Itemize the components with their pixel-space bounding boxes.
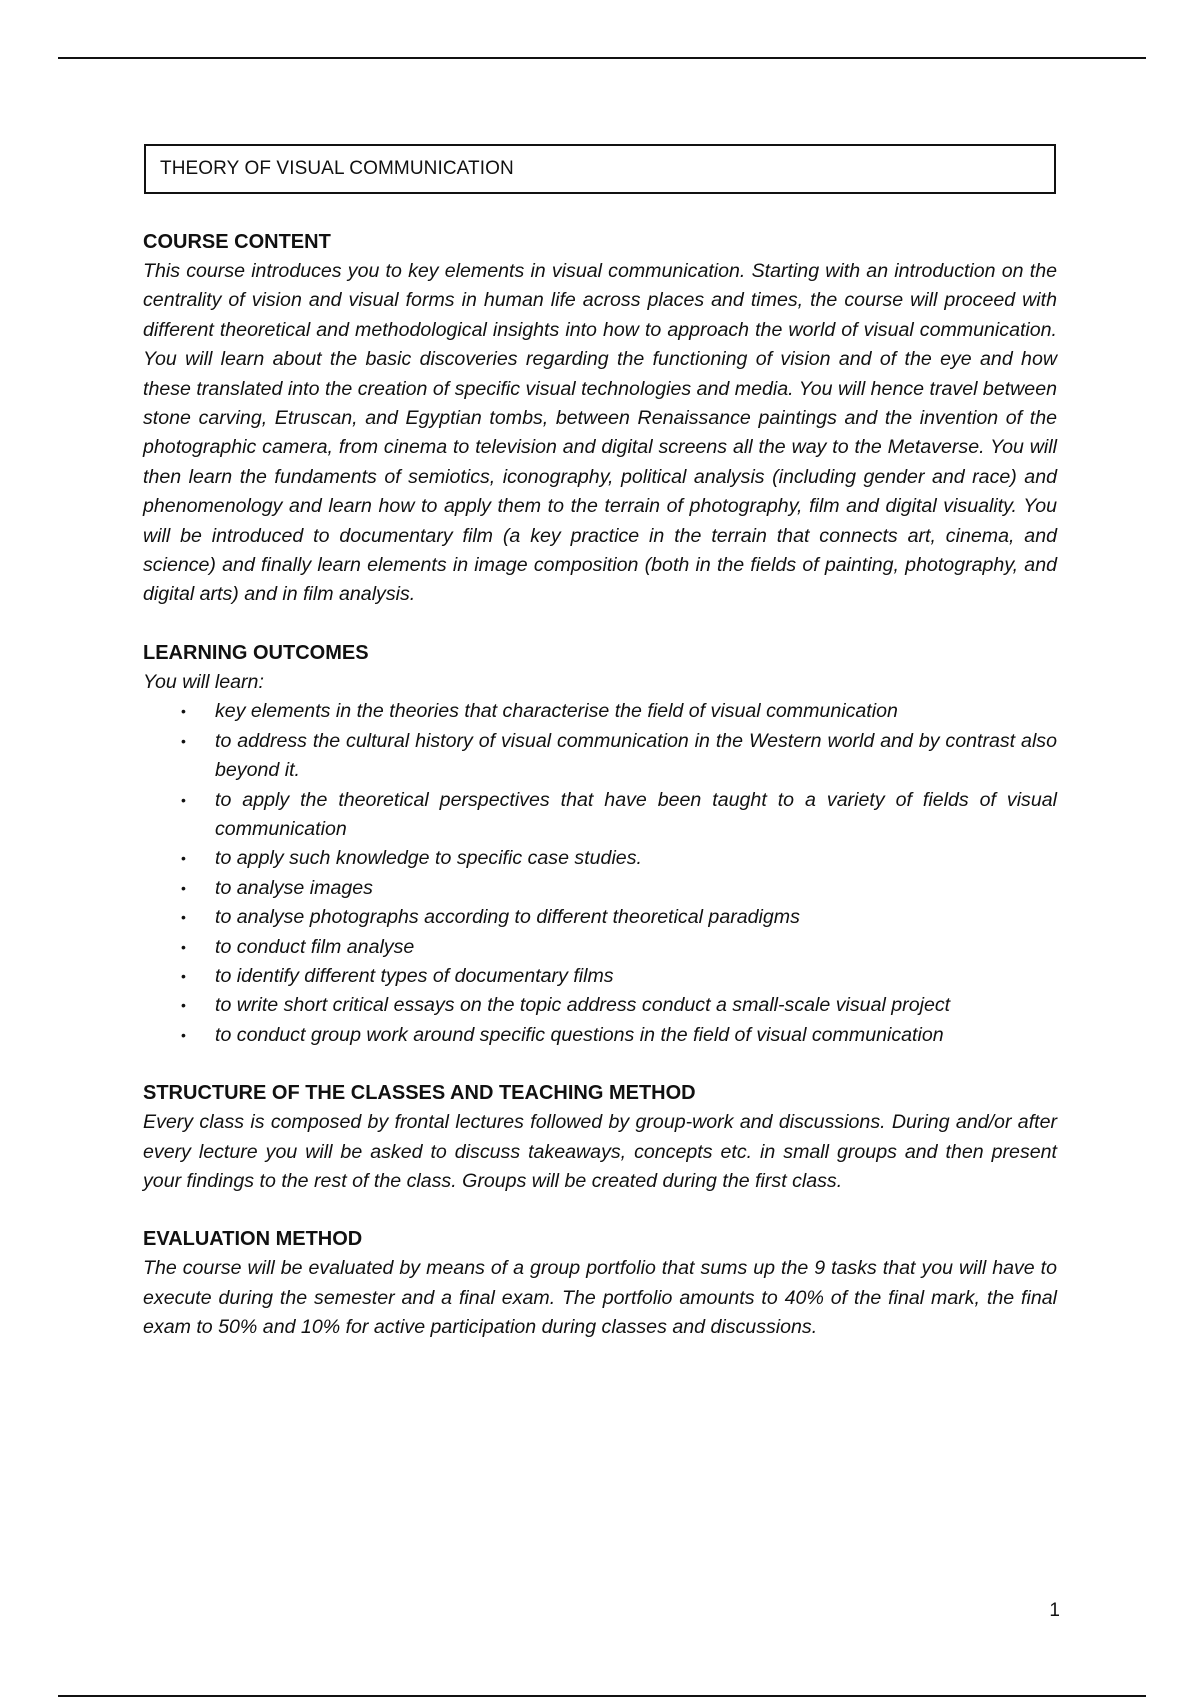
list-item-text: to apply such knowledge to specific case studies. (215, 847, 642, 870)
course-title: THEORY OF VISUAL COMMUNICATION (160, 158, 514, 179)
list-item-text: to analyse images (215, 876, 373, 899)
bottom-rule (58, 1695, 1146, 1697)
list-item (181, 962, 1057, 991)
list-item-text: to apply the theoretical perspectives that have been taught to a variety of fields of visual communication (215, 788, 1057, 840)
bullet-icon: • (181, 791, 186, 808)
list-item (181, 1021, 1057, 1050)
list-item-text: to conduct group work around specific questions in the field of visual communication (215, 1023, 944, 1046)
learning-outcomes-list (143, 697, 1057, 1050)
bullet-icon: • (181, 732, 186, 749)
document-body (143, 228, 1057, 1343)
section-spacer (143, 610, 1057, 639)
page-number: 1 (1049, 1600, 1060, 1621)
list-item-text: to analyse photographs according to different theoretical paradigms (215, 906, 800, 929)
list-item (181, 844, 1057, 873)
structure-section (143, 1079, 1057, 1196)
bullet-icon: • (181, 967, 186, 984)
bullet-icon: • (181, 909, 186, 926)
list-item-text: to address the cultural history of visual communication in the Western world and by contrast also beyond it. (215, 729, 1057, 782)
bullet-icon: • (181, 850, 186, 867)
evaluation-heading: EVALUATION METHOD (143, 1228, 363, 1251)
list-item-text: to identify different types of documentary films (215, 964, 614, 987)
course-content-text: This course introduces you to key elements in visual communication. Starting with an introduction on the centrality of vision and visual forms in human life across places and times, the course will proceed with different theoretical and methodological insights into how to approach the world of visual communication. You will learn about the basic discoveries regarding the functioning of vision and of the eye and how these translated into the creation of specific visual technologies and media. You will hence travel between stone carving, Etruscan, and Egyptian tombs, between Renaissance paintings and the invention of the photographic camera, from cinema to television and digital screens all the way to the Metaverse. You will then learn the fundaments of semiotics, iconography, political analysis (including gender and race) and phenomenology and learn how to apply them to the terrain of photography, film and digital visuality. You will be introduced to documentary film (a key practice in the terrain that connects art, cinema, and science) and finally learn elements in image composition (both in the fields of painting, photography, and digital arts) and in film analysis. (143, 260, 1057, 606)
bullet-icon: • (181, 938, 186, 955)
list-item-text: key elements in the theories that characterise the field of visual communication (215, 700, 898, 723)
list-item-text: to write short critical essays on the topic address conduct a small-scale visual project (215, 994, 951, 1017)
learning-outcomes-intro: You will learn: (143, 670, 264, 693)
list-item (181, 697, 1057, 726)
course-content-section (143, 228, 1057, 610)
list-item (181, 991, 1057, 1020)
course-title-box (144, 144, 1056, 194)
bullet-icon: • (181, 879, 186, 896)
list-item (181, 903, 1057, 932)
bullet-icon: • (181, 997, 186, 1014)
section-spacer (143, 1196, 1057, 1225)
structure-text: Every class is composed by frontal lectures followed by group-work and discussions. During and/or after every lecture you will be asked to discuss takeaways, concepts etc. in small groups and then present your findings to the rest of the class. Groups will be created during the first class. (143, 1111, 1057, 1192)
structure-heading: STRUCTURE OF THE CLASSES AND TEACHING METHOD (143, 1082, 696, 1105)
learning-outcomes-heading: LEARNING OUTCOMES (143, 641, 369, 664)
section-spacer (143, 1050, 1057, 1079)
learning-outcomes-section (143, 639, 1057, 1050)
bullet-icon: • (181, 1026, 186, 1043)
bullet-icon: • (181, 703, 186, 720)
course-content-heading: COURSE CONTENT (143, 231, 331, 253)
list-item (181, 874, 1057, 903)
list-item (181, 786, 1057, 845)
list-item-text: to conduct film analyse (215, 935, 415, 958)
list-item (181, 727, 1057, 786)
evaluation-section (143, 1225, 1057, 1342)
list-item (181, 933, 1057, 962)
top-rule (58, 57, 1146, 59)
evaluation-text: The course will be evaluated by means of a group portfolio that sums up the 9 tasks that you will have to execute during the semester and a final exam. The portfolio amounts to 40% of the final mark, the final exam to 50% and 10% for active participation during classes and discussions. (143, 1257, 1057, 1339)
